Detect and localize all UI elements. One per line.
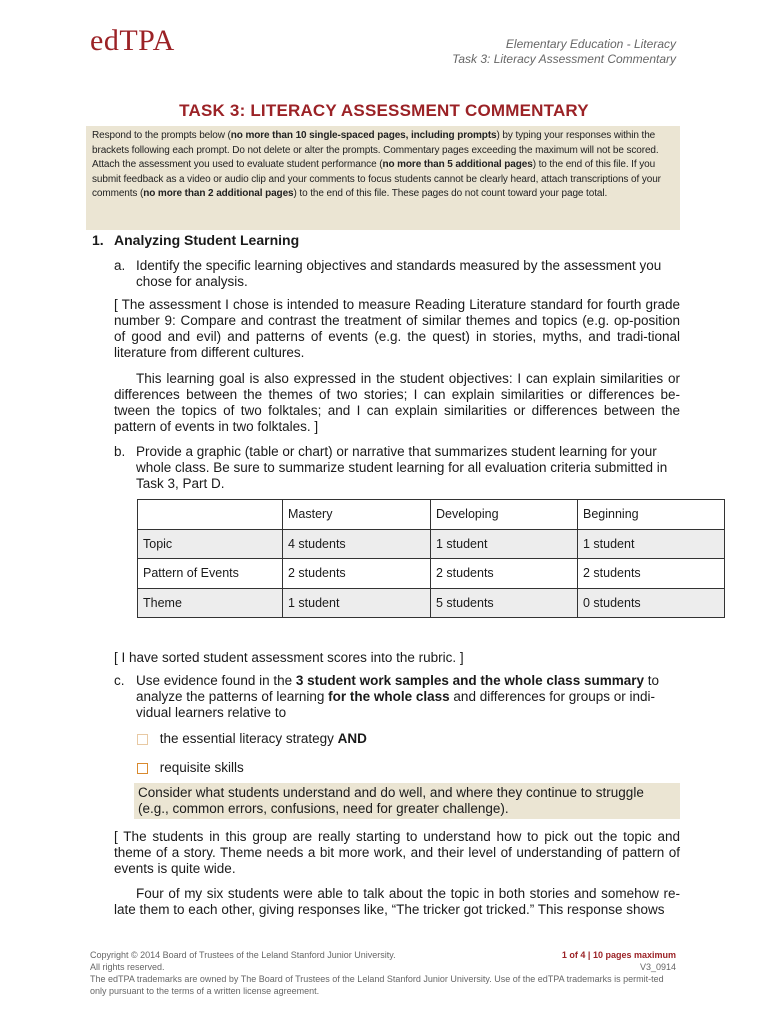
table-cell: 5 students xyxy=(431,588,578,618)
instructions-box xyxy=(86,126,680,230)
table-row xyxy=(138,559,725,589)
bullet-item-strategy xyxy=(137,731,367,747)
footer-page-info xyxy=(562,949,676,973)
response-c-paragraph-2[interactable]: Four of my six students were able to talk about the topic in both stories and somehow re-late them to each other, giving responses like, “The tricker got tricked.” This response shows xyxy=(114,886,680,917)
prompt-c-bold: 3 student work samples and the whole class summary xyxy=(295,673,644,688)
header-task: Task 3: Literacy Assessment Commentary xyxy=(452,52,676,66)
checkbox-icon xyxy=(137,763,148,774)
table-cell: 1 student xyxy=(578,529,725,559)
table-cell: Topic xyxy=(138,529,283,559)
prompt-a-text: Identify the specific learning objectives and standards measured by the assessment you chose for analysis. xyxy=(136,258,662,289)
bullet-item-skills xyxy=(137,760,244,776)
instructions-text: Respond to the prompts below ( xyxy=(92,130,231,141)
table-cell: 0 students xyxy=(578,588,725,618)
bullet-text: the essential literacy strategy xyxy=(159,731,338,746)
instructions-bold: no more than 5 additional pages xyxy=(382,159,533,170)
instructions-bold: no more than 2 additional pages xyxy=(143,188,294,199)
version-label: V3_0914 xyxy=(639,962,676,972)
instructions-text: ) to the end of this file. If you submit feedback as a video or audio clip and your comments to focus students cannot be clearly heard, attach transcriptions of your comments ( xyxy=(92,159,661,199)
table-cell: 1 student xyxy=(431,529,578,559)
page-number: 1 of 4 | 10 pages maximum xyxy=(561,950,676,960)
section-title: Analyzing Student Learning xyxy=(114,232,300,248)
table-cell: 2 students xyxy=(283,559,431,589)
prompt-b-text: Provide a graphic (table or chart) or narrative that summarizes student learning for your whole class. Be sure to summarize student learning for all evaluation criteria submitted in Task 3, Part D. xyxy=(136,444,668,491)
consider-note: Consider what students understand and do well, and where they continue to struggle (e.g., common errors, confusions, need for greater challenge). xyxy=(134,783,680,819)
table-cell: 2 students xyxy=(431,559,578,589)
response-a-paragraph-1[interactable]: [ The assessment I chose is intended to measure Reading Literature standard for fourth grade number 9: Compare and contrast the treatment of similar themes and topics (e.g. op-position of good and evil) and patterns of events (e.g. the quest) in stories, myths, and tradi-tional literature from different cultures. xyxy=(114,297,680,360)
response-a-paragraph-2[interactable]: This learning goal is also expressed in the student objectives: I can explain similarities or differences between the themes of two stories; I can explain similarities or differences be-tween the topics of two folktales; and I can explain similarities or differences between the pattern of events in two folktales. ] xyxy=(114,371,680,434)
instructions-bold: no more than 10 single-spaced pages, including prompts xyxy=(230,130,497,141)
prompt-c-fragment: and differences for groups or indi-vidual learners relative to xyxy=(136,689,656,720)
student-learning-summary-table xyxy=(137,499,725,618)
edtpa-logo: edTPA xyxy=(90,24,175,57)
instructions-text: ) by typing your responses within the brackets following each prompt. Do not delete or alter the prompts. Commentary pages exceeding the maximum will not be scored. Attach the assessment you used to evaluate student performance ( xyxy=(92,130,659,170)
response-b[interactable]: [ I have sorted student assessment scores into the rubric. ] xyxy=(114,650,464,665)
table-cell: Pattern of Events xyxy=(138,559,283,589)
section-heading xyxy=(92,232,299,248)
prompt-a-label: a. xyxy=(114,258,126,273)
footer-trademark-line: The edTPA trademarks are owned by The Board of Trustees of the Leland Stanford Junior University. Use of the edTPA trademarks is permit-ted only pursuant to the terms of a written license agreement. xyxy=(90,974,664,996)
footer-copyright-line: Copyright © 2014 Board of Trustees of the Leland Stanford Junior University. xyxy=(90,950,396,960)
prompt-c-fragment: Use evidence found in the xyxy=(136,673,296,688)
section-number: 1. xyxy=(92,232,104,248)
checkbox-icon xyxy=(137,734,148,745)
document-header xyxy=(452,37,676,67)
table-cell: 4 students xyxy=(283,529,431,559)
table-cell: 1 student xyxy=(283,588,431,618)
table-cell: 2 students xyxy=(578,559,725,589)
table-header-cell xyxy=(138,500,283,530)
table-header-cell: Developing xyxy=(431,500,578,530)
footer-rights-line: All rights reserved. xyxy=(90,962,165,972)
page-title: TASK 3: LITERACY ASSESSMENT COMMENTARY xyxy=(179,101,589,120)
bullet-text: requisite skills xyxy=(159,760,244,775)
table-header-row xyxy=(138,500,725,530)
prompt-c-fragment: to analyze the patterns of learning xyxy=(136,673,659,704)
prompt-c-label: c. xyxy=(114,673,125,688)
table-row xyxy=(138,529,725,559)
prompt-c-text xyxy=(136,673,682,721)
bullet-bold: AND xyxy=(337,731,367,746)
header-subject: Elementary Education - Literacy xyxy=(505,37,676,51)
instructions-text: ) to the end of this file. These pages do not count toward your page total. xyxy=(293,188,608,199)
response-c-paragraph-1[interactable]: [ The students in this group are really starting to understand how to pick out the topic and theme of a story. Theme needs a bit more work, and their level of understanding of pattern of events is quite wide. xyxy=(114,829,680,876)
table-header-cell: Beginning xyxy=(578,500,725,530)
prompt-b-label: b. xyxy=(114,444,126,459)
prompt-c-bold: for the whole class xyxy=(328,689,450,704)
table-row xyxy=(138,588,725,618)
table-cell: Theme xyxy=(138,588,283,618)
table-header-cell: Mastery xyxy=(283,500,431,530)
